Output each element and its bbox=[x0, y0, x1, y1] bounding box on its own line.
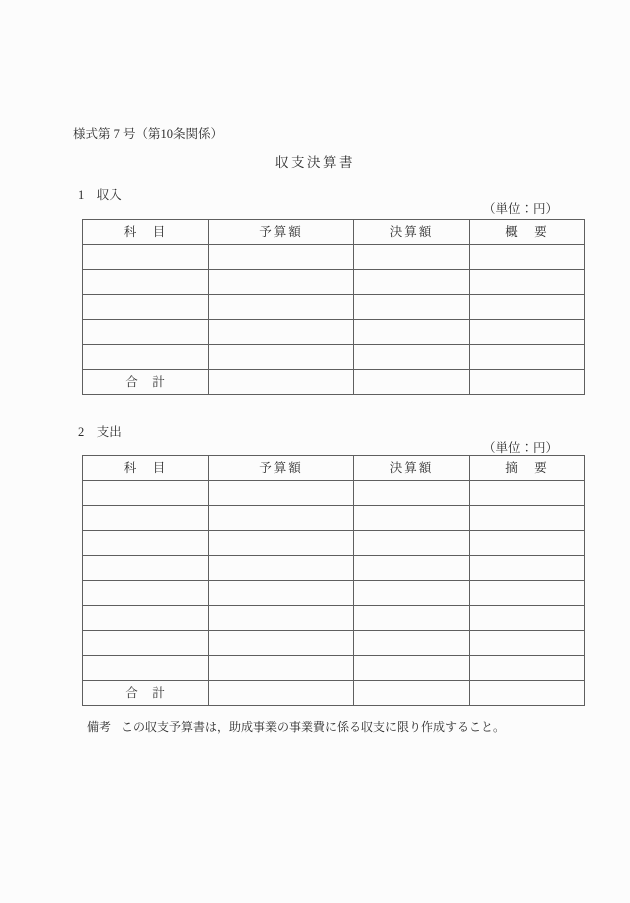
empty-cell bbox=[83, 270, 209, 295]
empty-cell bbox=[83, 531, 209, 556]
empty-cell bbox=[209, 606, 354, 631]
empty-row bbox=[83, 270, 585, 295]
income-unit-label: （単位：円） bbox=[482, 202, 558, 216]
income-section-heading: 1 収入 bbox=[78, 188, 122, 202]
empty-cell bbox=[354, 531, 470, 556]
empty-cell bbox=[470, 606, 585, 631]
column-header: 概 要 bbox=[470, 220, 585, 245]
empty-cell bbox=[83, 631, 209, 656]
column-header: 決算額 bbox=[354, 220, 470, 245]
empty-cell bbox=[470, 245, 585, 270]
empty-cell bbox=[470, 320, 585, 345]
empty-cell bbox=[470, 295, 585, 320]
income-table bbox=[82, 219, 585, 395]
empty-cell bbox=[470, 681, 585, 706]
remarks-text: この収支予算書は，助成事業の事業費に係る収支に限り作成すること。 bbox=[121, 720, 506, 734]
empty-cell bbox=[209, 681, 354, 706]
empty-cell bbox=[209, 295, 354, 320]
total-label: 合 計 bbox=[83, 370, 209, 395]
expenditure-unit-label: （単位：円） bbox=[482, 441, 558, 455]
empty-cell bbox=[354, 245, 470, 270]
column-header: 決算額 bbox=[354, 456, 470, 481]
empty-cell bbox=[354, 556, 470, 581]
empty-cell bbox=[354, 631, 470, 656]
income-table-header-row bbox=[83, 220, 585, 245]
empty-cell bbox=[83, 295, 209, 320]
document-title: 収支決算書 bbox=[275, 155, 355, 170]
empty-cell bbox=[470, 481, 585, 506]
expenditure-table-header-row bbox=[83, 456, 585, 481]
empty-cell bbox=[354, 370, 470, 395]
empty-cell bbox=[470, 556, 585, 581]
empty-cell bbox=[83, 481, 209, 506]
empty-cell bbox=[209, 506, 354, 531]
empty-cell bbox=[354, 320, 470, 345]
total-label: 合 計 bbox=[83, 681, 209, 706]
empty-cell bbox=[83, 320, 209, 345]
empty-cell bbox=[354, 581, 470, 606]
empty-cell bbox=[209, 345, 354, 370]
empty-cell bbox=[470, 631, 585, 656]
total-row bbox=[83, 681, 585, 706]
empty-row bbox=[83, 606, 585, 631]
empty-cell bbox=[83, 581, 209, 606]
empty-cell bbox=[470, 656, 585, 681]
form-number: 様式第 7 号（第10条関係） bbox=[73, 127, 224, 141]
empty-cell bbox=[354, 506, 470, 531]
empty-cell bbox=[470, 270, 585, 295]
empty-cell bbox=[83, 245, 209, 270]
empty-cell bbox=[209, 320, 354, 345]
column-header: 予算額 bbox=[209, 456, 354, 481]
empty-cell bbox=[83, 606, 209, 631]
empty-row bbox=[83, 631, 585, 656]
empty-row bbox=[83, 245, 585, 270]
empty-cell bbox=[470, 531, 585, 556]
empty-row bbox=[83, 581, 585, 606]
empty-row bbox=[83, 481, 585, 506]
empty-cell bbox=[209, 581, 354, 606]
empty-cell bbox=[209, 481, 354, 506]
empty-cell bbox=[354, 270, 470, 295]
empty-cell bbox=[470, 345, 585, 370]
column-header: 科 目 bbox=[83, 456, 209, 481]
empty-row bbox=[83, 345, 585, 370]
empty-cell bbox=[83, 556, 209, 581]
empty-cell bbox=[354, 606, 470, 631]
column-header: 予算額 bbox=[209, 220, 354, 245]
empty-row bbox=[83, 320, 585, 345]
empty-row bbox=[83, 556, 585, 581]
empty-cell bbox=[354, 481, 470, 506]
empty-cell bbox=[209, 656, 354, 681]
empty-cell bbox=[209, 270, 354, 295]
expenditure-table bbox=[82, 455, 585, 706]
empty-cell bbox=[354, 295, 470, 320]
empty-cell bbox=[209, 370, 354, 395]
empty-cell bbox=[209, 531, 354, 556]
empty-cell bbox=[83, 506, 209, 531]
empty-row bbox=[83, 295, 585, 320]
column-header: 科 目 bbox=[83, 220, 209, 245]
column-header: 摘 要 bbox=[470, 456, 585, 481]
total-row bbox=[83, 370, 585, 395]
empty-row bbox=[83, 506, 585, 531]
empty-cell bbox=[470, 370, 585, 395]
empty-cell bbox=[209, 556, 354, 581]
empty-cell bbox=[470, 581, 585, 606]
empty-cell bbox=[83, 345, 209, 370]
empty-cell bbox=[83, 656, 209, 681]
remarks-note bbox=[87, 720, 505, 736]
empty-cell bbox=[354, 656, 470, 681]
expenditure-section-heading: 2 支出 bbox=[78, 425, 122, 439]
empty-cell bbox=[354, 345, 470, 370]
remarks-label: 備考 bbox=[87, 720, 112, 734]
empty-cell bbox=[470, 506, 585, 531]
empty-row bbox=[83, 656, 585, 681]
empty-cell bbox=[209, 631, 354, 656]
empty-cell bbox=[354, 681, 470, 706]
empty-row bbox=[83, 531, 585, 556]
empty-cell bbox=[209, 245, 354, 270]
